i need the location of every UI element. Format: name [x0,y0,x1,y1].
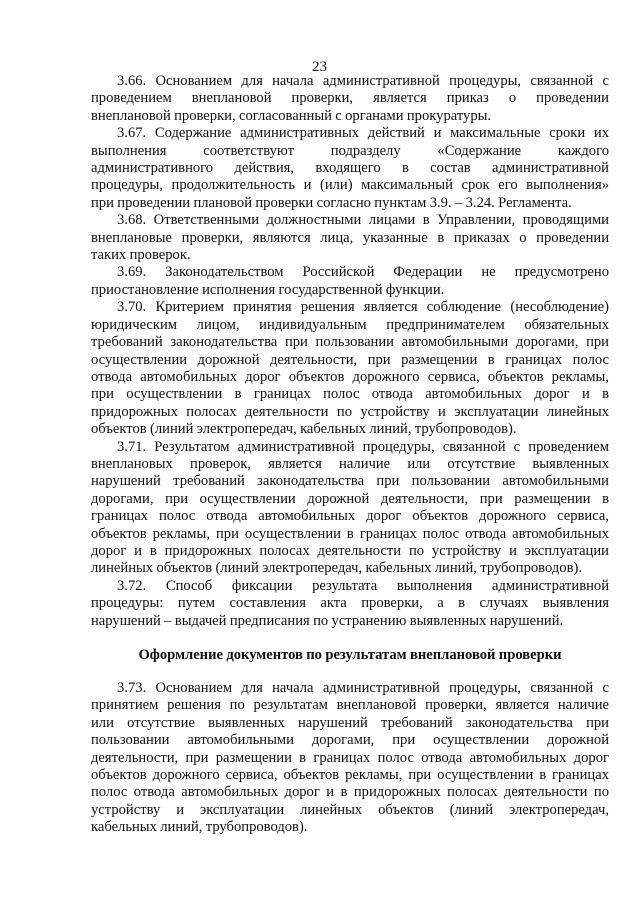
page-number: 23 [312,59,327,75]
paragraph-line: проведением внеплановой проверки, является приказ о проведении [91,90,609,107]
paragraph-line: полос отвода автомобильных дорог и в придорожных полосах деятельности по [91,784,609,801]
paragraph-line: 3.71. Результатом административной процедуры, связанной с проведением [117,438,609,455]
paragraph-line: 3.67. Содержание административных действий и максимальные сроки их [117,125,609,142]
paragraph-line: юридическим лицом, индивидуальным предпринимателем обязательных [91,316,609,333]
paragraph-line: объектов (линий электропередач, кабельных линий, трубопроводов). [91,421,517,438]
paragraph-line: или отсутствие выявленных нарушений требований законодательства при [91,714,609,731]
paragraph-line: нарушений требований законодательства при пользовании автомобильными [91,473,609,490]
paragraph-line: объектов рекламы, при осуществлении в границах полос отвода автомобильных [91,525,609,542]
paragraph-line: процедуры, продолжительность и (или) максимальный срок его выполнения» [91,177,609,194]
paragraph-line: таких проверок. [91,247,191,264]
paragraph-line: устройству и эксплуатации линейных объектов (линий электропередач, [91,801,609,818]
paragraph-line: внеплановых проверок, является наличие или отсутствие выявленных [91,455,609,472]
paragraph-line: кабельных линий, трубопроводов). [91,819,308,836]
paragraph-line: при проведении плановой проверки согласно пунктам 3.9. – 3.24. Регламента. [91,194,572,211]
paragraph [91,578,609,630]
paragraph-line: внеплановой проверки, согласованный с органами прокуратуры. [91,107,492,124]
paragraph-line: 3.66. Основанием для начала административной процедуры, связанной с [117,73,609,89]
paragraph [91,299,609,438]
paragraph-line: дорогами, при осуществлении дорожной деятельности, при размещении в [91,490,609,507]
paragraph-line: 3.73. Основанием для начала административной процедуры, связанной с [117,680,609,696]
paragraph-line: дорог и в придорожных полосах деятельности по устройству и эксплуатации [91,542,609,559]
paragraph-line: отвода автомобильных дорог объектов дорожного сервиса, объектов рекламы, [91,368,609,385]
section-heading: Оформление документов по результатам внеплановой проверки [138,647,562,663]
paragraph [91,73,609,125]
paragraph-line: выполнения соответствуют подразделу «Содержание каждого [91,142,609,159]
paragraph-line: процедуры: путем составления акта проверки, а в случаях выявления [91,595,609,612]
paragraph-line: объектов дорожного сервиса, объектов рекламы, при осуществлении в границах [91,767,609,784]
paragraph [91,439,609,578]
paragraph-line: линейных объектов (линий электропередач, кабельных линий, трубопроводов). [91,560,582,577]
paragraphs-after-heading [91,680,609,837]
paragraph-line: 3.68. Ответственными должностными лицами в Управлении, проводящими [117,212,609,229]
paragraph-line: осуществлении дорожной деятельности, при размещении в границах полос [91,351,609,368]
paragraph-line: 3.70. Критерием принятия решения является соблюдение (несоблюдение) [117,299,609,316]
paragraph [91,125,609,212]
paragraph [91,680,609,837]
paragraph-line: 3.72. Способ фиксации результата выполнения административной [117,577,609,594]
paragraph-line: придорожных полосах деятельности по устройству и эксплуатации линейных [91,403,609,420]
paragraphs-before-heading [91,73,609,630]
paragraph-line: при осуществлении в границах полос отвода автомобильных дорог и в [91,386,609,403]
paragraph-line: административного действия, входящего в состав административной [91,160,609,177]
paragraph-line: требований законодательства при пользовании автомобильными дорогами, при [91,334,609,351]
paragraph-line: пользовании автомобильными дорогами, при осуществлении дорожной [91,732,609,749]
document-body [91,73,609,837]
paragraph-line: нарушений – выдачей предписания по устранению выявленных нарушений. [91,612,564,629]
paragraph-line: 3.69. Законодательством Российской Федерации не предусмотрено [117,264,609,281]
paragraph-line: приостановление исполнения государственной функции. [91,281,445,298]
paragraph [91,264,609,299]
paragraph-line: границах полос отвода автомобильных дорог объектов дорожного сервиса, [91,508,609,525]
paragraph [91,212,609,264]
paragraph-line: деятельности, при размещении в границах полос отвода автомобильных дорог [91,749,609,766]
paragraph-line: принятием решения по результатам внеплановой проверки, является наличие [91,697,609,714]
paragraph-line: внеплановые проверки, являются лица, указанные в приказах о проведении [91,229,609,246]
